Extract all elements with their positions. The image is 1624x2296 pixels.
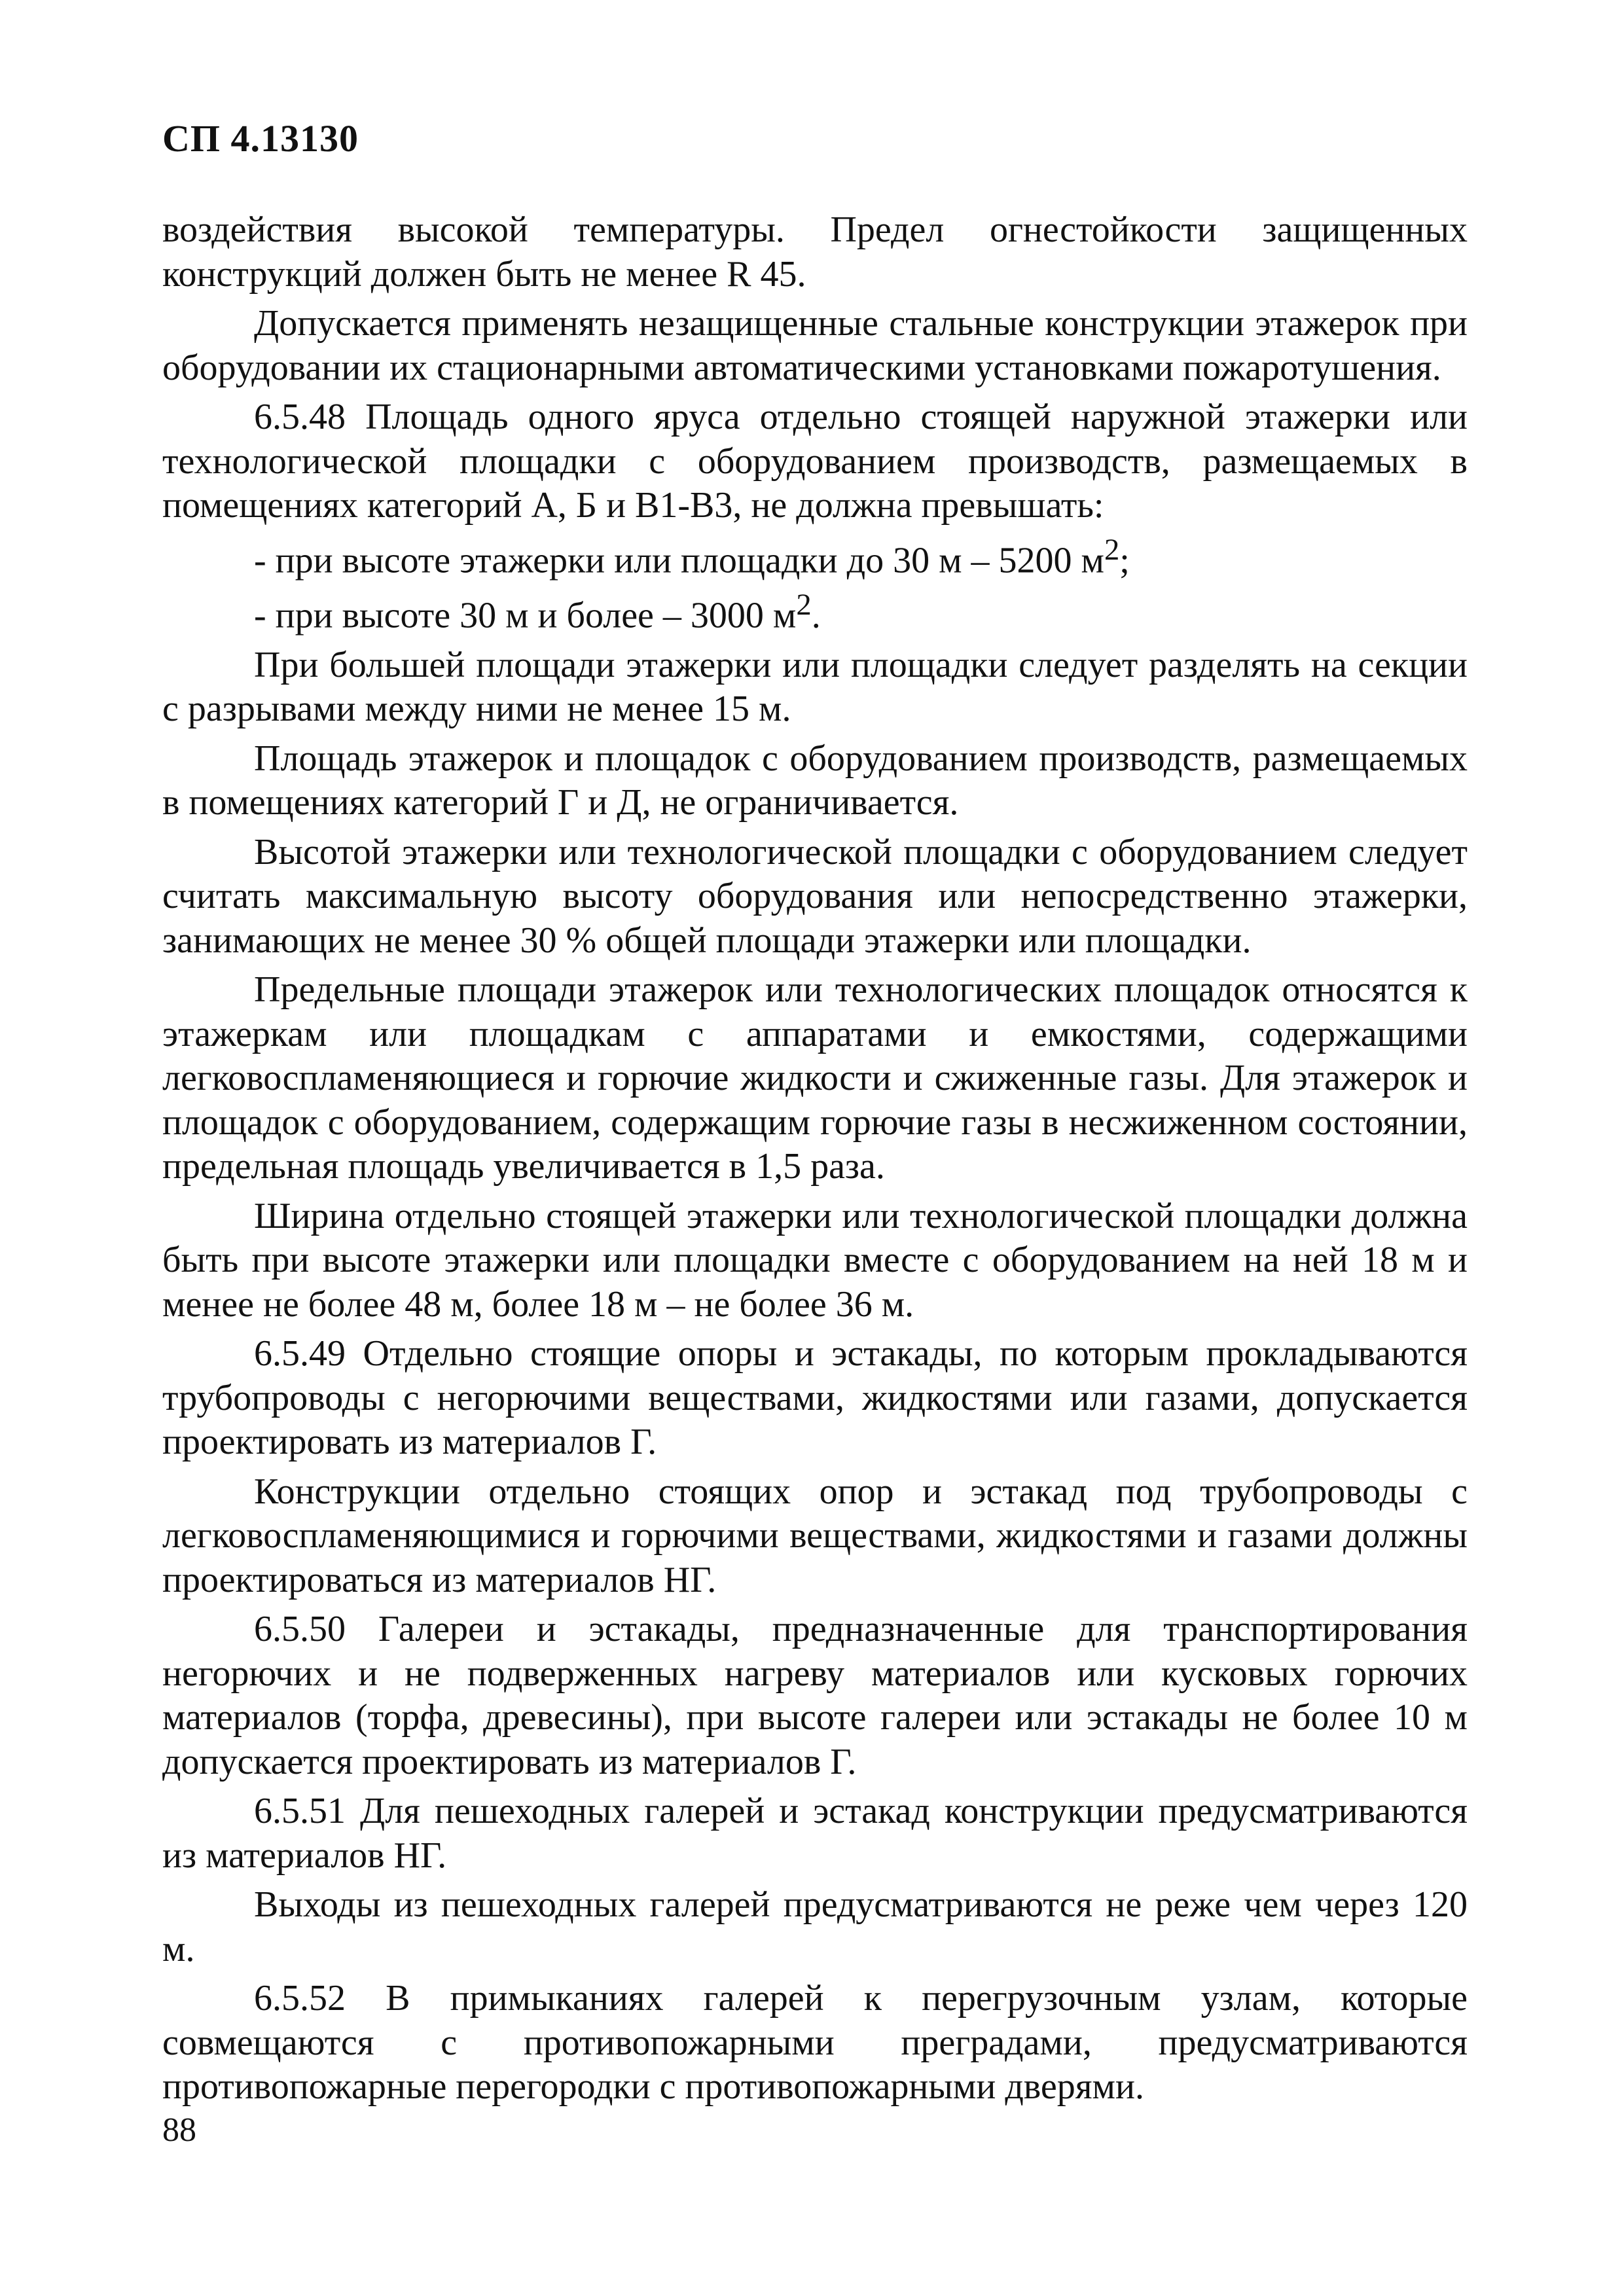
paragraph: Конструкции отдельно стоящих опор и эстакад под трубопроводы с легковоспламеняющимися и горючими веществами, жидкостями и газами должны проектироваться из материалов НГ. [162, 1471, 1468, 1600]
paragraph: Допускается применять незащищенные стальные конструкции этажерок при оборудовании их стационарными автоматическими установками пожаротушения. [162, 303, 1468, 388]
paragraph-clause-6-5-51: 6.5.51 Для пешеходных галерей и эстакад конструкции предусматриваются из материалов НГ. [162, 1791, 1468, 1876]
superscript: 2 [796, 587, 812, 622]
paragraph: Предельные площади этажерок или технологических площадок относятся к этажеркам или площадкам с аппаратами и емкостями, содержащими легковоспламеняющиеся и горючие жидкости и сжиженные газы. Для этажерок и площадок с оборудованием, содержащим горючие газы в несжиженном состоянии, предельная площадь увеличивается в 1,5 раза. [162, 969, 1468, 1187]
list-item-text: - при высоте 30 м и более – 3000 м [254, 595, 797, 636]
paragraph: При большей площади этажерки или площадки следует разделять на секции с разрывами между ними не менее 15 м. [162, 644, 1468, 730]
list-item [162, 583, 1468, 638]
list-item-tail: ; [1119, 540, 1130, 581]
paragraph-clause-6-5-48: 6.5.48 Площадь одного яруса отдельно стоящей наружной этажерки или технологической площадки с оборудованием производств, размещаемых в помещениях категорий А, Б и В1-В3, не должна превышать: [162, 397, 1468, 526]
paragraph-clause-6-5-49: 6.5.49 Отдельно стоящие опоры и эстакады, по которым прокладываются трубопроводы с негорючими веществами, жидкостями или газами, допускается проектировать из материалов Г. [162, 1333, 1468, 1463]
paragraph: воздействия высокой температуры. Предел огнестойкости защищенных конструкций должен быть не менее R 45. [162, 209, 1468, 295]
paragraph: Площадь этажерок и площадок с оборудованием производств, размещаемых в помещениях категорий Г и Д, не ограничивается. [162, 738, 1468, 823]
document-body [162, 208, 1468, 2109]
paragraph: Высотой этажерки или технологической площадки с оборудованием следует считать максимальную высоту оборудования или непосредственно этажерки, занимающих не менее 30 % общей площади этажерки или площадки. [162, 831, 1468, 961]
paragraph: Ширина отдельно стоящей этажерки или технологической площадки должна быть при высоте этажерки или площадки вместе с оборудованием на ней 18 м и менее не более 48 м, более 18 м – не более 36 м. [162, 1195, 1468, 1325]
list-item [162, 528, 1468, 583]
list-item-text: - при высоте этажерки или площадки до 30 м – 5200 м [254, 540, 1104, 581]
document-code-header: СП 4.13130 [162, 117, 359, 160]
list-item-tail: . [811, 595, 821, 636]
page-number: 88 [162, 2111, 196, 2149]
paragraph-clause-6-5-50: 6.5.50 Галереи и эстакады, предназначенные для транспортирования негорючих и не подверженных нагреву материалов или кусковых горючих материалов (торфа, древесины), при высоте галереи или эстакады не более 10 м допускается проектировать из материалов Г. [162, 1609, 1468, 1782]
paragraph: Выходы из пешеходных галерей предусматриваются не реже чем через 120 м. [162, 1884, 1468, 1969]
superscript: 2 [1104, 532, 1120, 567]
paragraph-clause-6-5-52: 6.5.52 В примыканиях галерей к перегрузочным узлам, которые совмещаются с противопожарными преградами, предусматриваются противопожарные перегородки с противопожарными дверями. [162, 1978, 1468, 2108]
